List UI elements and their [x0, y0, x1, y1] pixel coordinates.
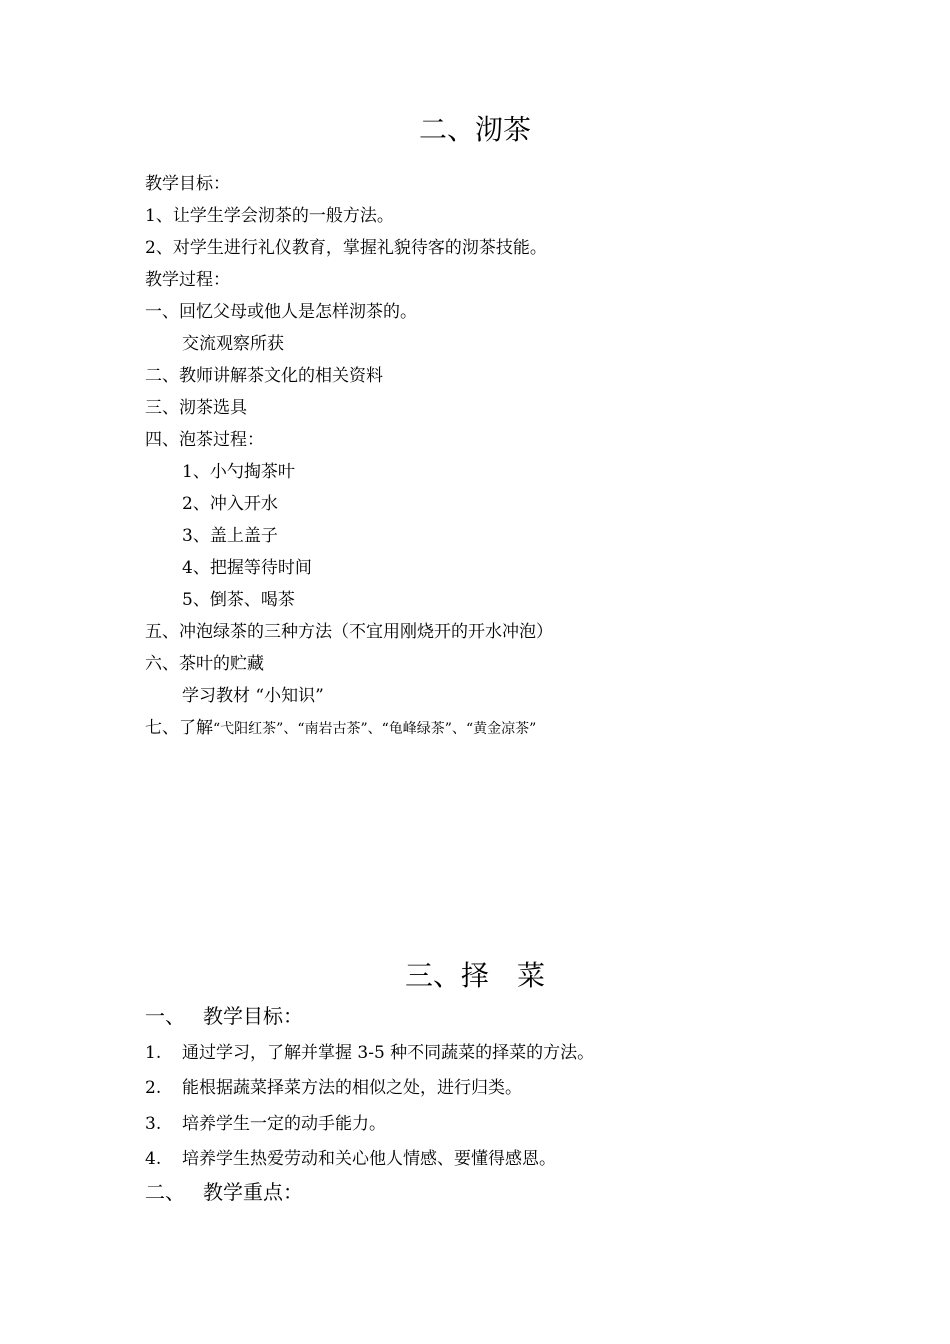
step-4-item: 4、把握等待时间	[182, 558, 312, 578]
step-5: 五、冲泡绿茶的三种方法（不宜用刚烧开的开水冲泡）	[145, 622, 553, 642]
step-1-sub: 交流观察所获	[182, 334, 284, 354]
section3-goals-heading	[145, 1002, 303, 1030]
goals-heading-number: 一、	[145, 1004, 185, 1028]
step-6: 六、茶叶的贮藏	[145, 654, 264, 674]
section2-title: 二、沏茶	[418, 113, 531, 146]
focus-heading-number: 二、	[145, 1180, 185, 1204]
step-7	[145, 716, 536, 741]
list-item	[145, 1076, 522, 1100]
step-7-prefix: 七、了解	[145, 718, 213, 738]
list-item-text: 培养学生热爱劳动和关心他人情感、要懂得感恩。	[182, 1149, 556, 1169]
goals-heading: 教学目标：	[145, 174, 230, 194]
goals-heading-label: 教学目标：	[203, 1004, 303, 1028]
step-4-item: 3、盖上盖子	[182, 526, 278, 546]
step-4-item: 5、倒茶、喝茶	[182, 590, 295, 610]
step-2: 二、教师讲解茶文化的相关资料	[145, 366, 383, 386]
list-item	[145, 1147, 556, 1171]
step-4-item: 2、冲入开水	[182, 494, 278, 514]
goal-1: 1、让学生学会沏茶的一般方法。	[145, 206, 394, 226]
goal-2: 2、对学生进行礼仪教育，掌握礼貌待客的沏茶技能。	[145, 238, 547, 258]
step-7-teas: “弋阳红茶”、“南岩古茶”、“龟峰绿茶”、“黄金凉茶”	[213, 721, 537, 737]
list-item-text: 培养学生一定的动手能力。	[182, 1114, 386, 1134]
process-heading: 教学过程：	[145, 270, 230, 290]
focus-heading-label: 教学重点：	[203, 1180, 303, 1204]
list-item-text: 通过学习，了解并掌握 3-5 种不同蔬菜的择菜的方法。	[182, 1043, 595, 1063]
section3-title: 三、择 菜	[404, 959, 545, 992]
step-1: 一、回忆父母或他人是怎样沏茶的。	[145, 302, 417, 322]
list-item	[145, 1041, 594, 1065]
list-item-number: 3.	[145, 1114, 162, 1134]
list-item-text: 能根据蔬菜择菜方法的相似之处，进行归类。	[182, 1078, 522, 1098]
section3-focus-heading	[145, 1178, 303, 1206]
list-item-number: 1.	[145, 1043, 162, 1063]
list-item-number: 4.	[145, 1149, 162, 1169]
list-item-number: 2.	[145, 1078, 162, 1098]
list-item	[145, 1112, 386, 1136]
step-6-sub: 学习教材 “小知识”	[182, 686, 324, 706]
step-4: 四、泡茶过程：	[145, 430, 264, 450]
step-4-item: 1、小勺掏茶叶	[182, 462, 295, 482]
step-3: 三、沏茶选具	[145, 398, 247, 418]
